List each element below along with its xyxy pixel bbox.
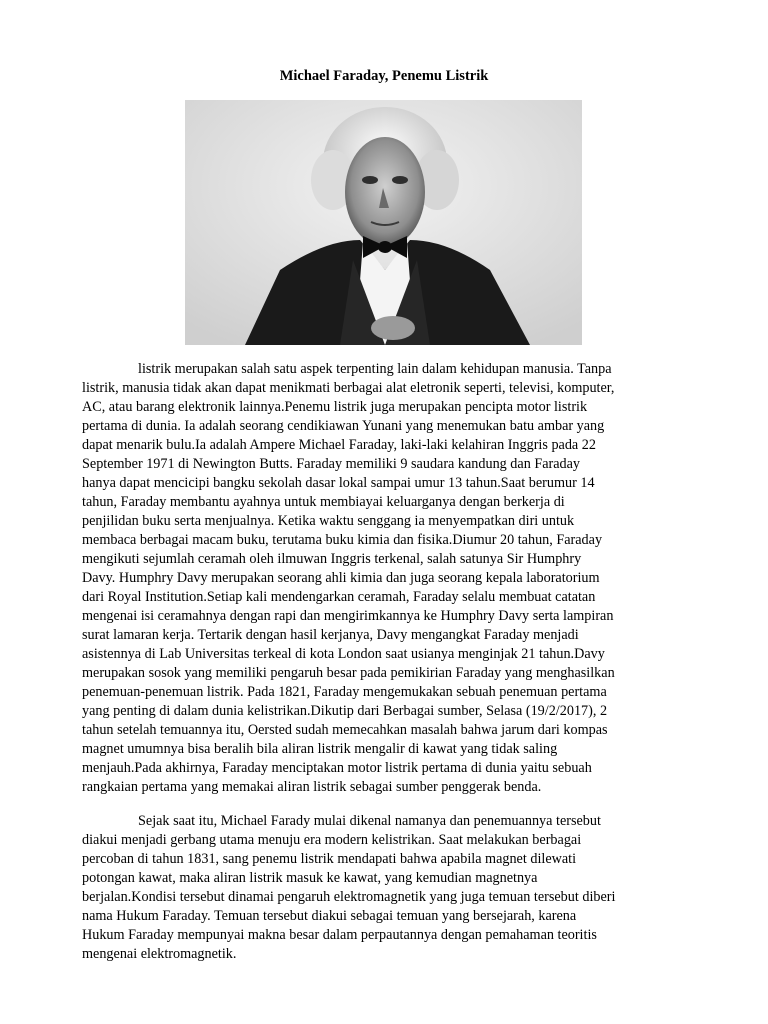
- portrait-illustration: [185, 100, 582, 345]
- text-line: penemuan-penemuan listrik. Pada 1821, Faraday mengemukakan sebuah penemuan pertama: [82, 684, 607, 700]
- text-line: tahun, Faraday membantu ayahnya untuk membiayai keluarganya dengan berkerja di: [82, 494, 565, 510]
- text-line: Sejak saat itu, Michael Farady mulai dikenal namanya dan penemuannya tersebut: [138, 813, 601, 829]
- text-line: listrik merupakan salah satu aspek terpenting lain dalam kehidupan manusia. Tanpa: [138, 361, 612, 377]
- text-line: dari Royal Institution.Setiap kali mendengarkan ceramah, Faraday selalu membuat catatan: [82, 589, 596, 605]
- text-line: nama Hukum Faraday. Temuan tersebut diakui sebagai temuan yang bersejarah, karena: [82, 908, 577, 924]
- text-line: Davy. Humphry Davy merupakan seorang ahli kimia dan juga seorang kepala laboratorium: [82, 570, 600, 586]
- text-line: Hukum Faraday mempunyai makna besar dalam perpautannya dengan pemahaman teoritis: [82, 927, 597, 943]
- text-line: diakui menjadi gerbang utama menuju era modern kelistrikan. Saat melakukan berbagai: [82, 832, 582, 848]
- text-line: magnet umumnya bisa beralih bila aliran listrik mengalir di kawat yang tidak saling: [82, 741, 558, 757]
- document-title: Michael Faraday, Penemu Listrik: [279, 68, 489, 84]
- text-line: merupakan sosok yang memiliki pengaruh besar pada pemikirian Faraday yang menghasilkan: [82, 665, 615, 681]
- text-line: September 1971 di Newington Butts. Faraday memiliki 9 saudara kandung dan Faraday: [82, 456, 581, 472]
- text-line: rangkaian pertama yang memakai aliran listrik sebagai sumber penggerak benda.: [82, 779, 542, 795]
- text-line: pertama di dunia. Ia adalah seorang cendikiawan Yunani yang menemukan batu ambar yang: [82, 418, 605, 434]
- text-line: tahun setelah temuannya itu, Oersted sudah memecahkan masalah bahwa jarum dari kompas: [82, 722, 608, 738]
- text-line: menjauh.Pada akhirnya, Faraday menciptakan motor listrik pertama di dunia yaitu sebuah: [82, 760, 592, 776]
- text-line: surat lamaran kerja. Tertarik dengan hasil kerjanya, Davy mengangkat Faraday menjadi: [82, 627, 579, 643]
- text-line: mengenai isi ceramahnya dengan rapi dan mengirimkannya ke Humphry Davy serta lampiran: [82, 608, 614, 624]
- text-line: yang penting di dalam dunia kelistrikan.Dikutip dari Berbagai sumber, Selasa (19/2/2017), 2: [82, 703, 608, 719]
- text-line: asistennya di Lab Universitas terkeal di kota London saat usianya menginjak 21 tahun.Davy: [82, 646, 605, 662]
- text-line: listrik, manusia tidak akan dapat menikmati berbagai alat eletronik seperti, televisi, komputer,: [82, 380, 615, 396]
- paragraph-2: [82, 812, 686, 964]
- text-line: percoban di tahun 1831, sang penemu listrik mendapati bahwa apabila magnet dilewati: [82, 851, 577, 867]
- text-line: mengikuti sejumlah ceramah oleh ilmuwan Inggris terkenal, salah satunya Sir Humphry: [82, 551, 582, 567]
- text-line: berjalan.Kondisi tersebut dinamai pengaruh elektromagnetik yang juga temuan tersebut diberi: [82, 889, 616, 905]
- text-line: AC, atau barang elektronik lainnya.Penemu listrik juga merupakan pencipta motor listrik: [82, 399, 588, 415]
- text-line: penjilidan buku serta menjualnya. Ketika waktu senggang ia menyempatkan diri untuk: [82, 513, 575, 529]
- text-line: potongan kawat, maka aliran listrik masuk ke kawat, yang kemudian magnetnya: [82, 870, 538, 886]
- portrait-photo: [185, 100, 582, 345]
- text-line: hanya dapat mencicipi bangku sekolah dasar lokal sampai umur 13 tahun.Saat berumur 14: [82, 475, 595, 491]
- text-line: dapat menarik bulu.Ia adalah Ampere Michael Faraday, laki-laki kelahiran Inggris pada 22: [82, 437, 596, 453]
- text-line: mengenai elektromagnetik.: [82, 946, 237, 962]
- text-line: membaca berbagai macam buku, terutama buku kimia dan fisika.Diumur 20 tahun, Faraday: [82, 532, 603, 548]
- paragraph-1: [82, 360, 686, 797]
